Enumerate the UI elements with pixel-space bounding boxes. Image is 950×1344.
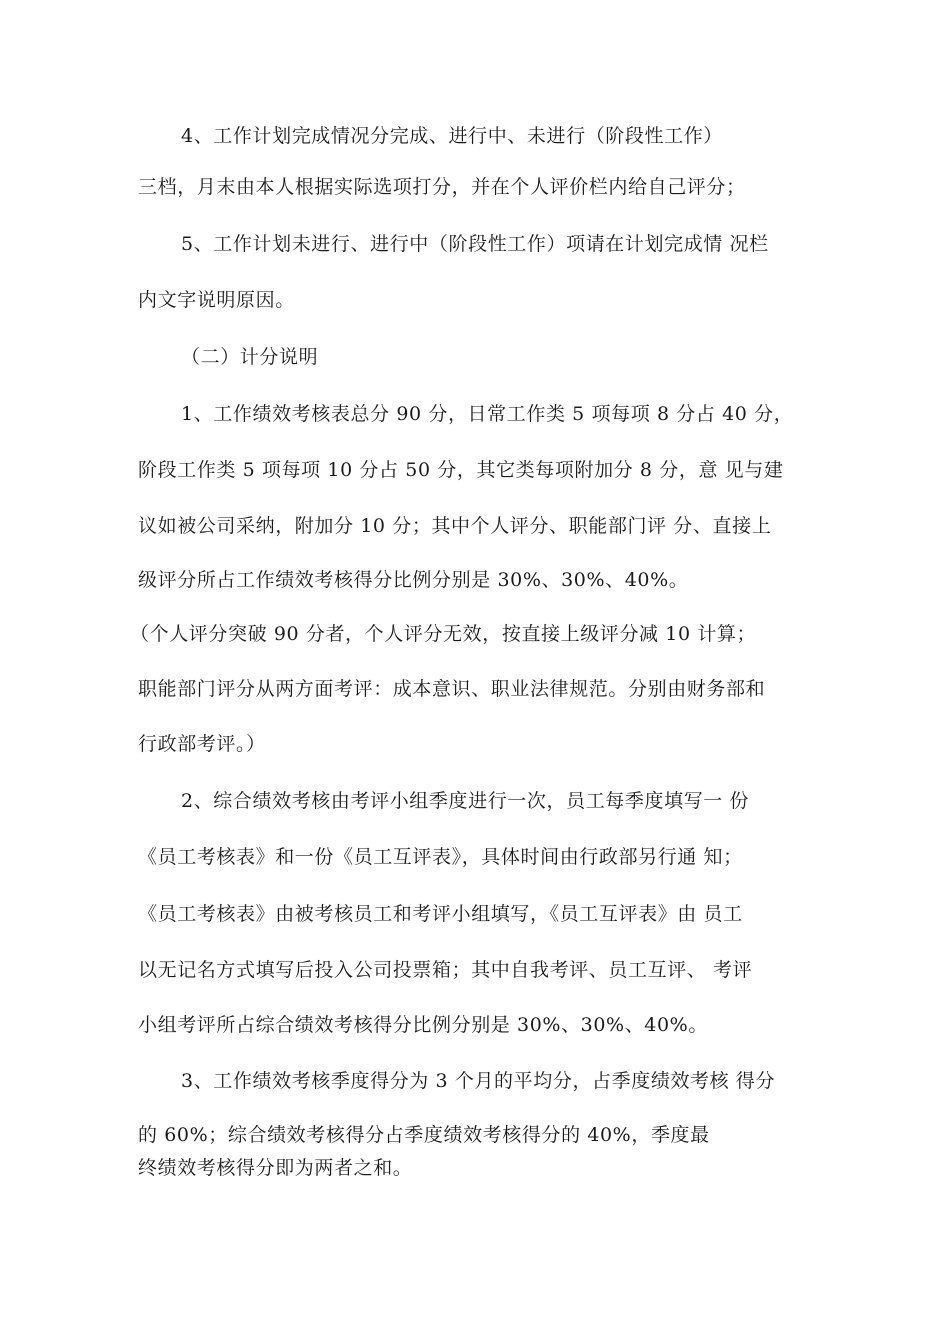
paragraph-line: 级评分所占工作绩效考核得分比例分别是 30%、30%、40%。 [138,569,689,591]
paragraph-line: 2、综合绩效考核由考评小组季度进行一次，员工每季度填写一 份 [181,790,750,812]
paragraph-line: 三档，月末由本人根据实际选项打分，并在个人评价栏内给自己评分； [138,176,746,198]
paragraph-line: 议如被公司采纳，附加分 10 分；其中个人评分、职能部门评 分、直接上 [138,515,772,537]
paragraph-line: 阶段工作类 5 项每项 10 分占 50 分，其它类每项附加分 8 分，意 见与建 [138,459,784,481]
paragraph-line: 3、工作绩效考核季度得分为 3 个月的平均分，占季度绩效考核 得分 [181,1070,776,1092]
paragraph-line: 《员工考核表》由被考核员工和考评小组填写，《员工互评表》由 员工 [138,903,743,925]
paragraph-line: 终绩效考核得分即为两者之和。 [138,1157,413,1179]
paragraph-line: 《员工考核表》和一份《员工互评表》，具体时间由行政部另行通 知； [138,846,743,868]
paragraph-line: 职能部门评分从两方面考评：成本意识、职业法律规范。分别由财务部和 [138,678,766,700]
paragraph-line: 1、工作绩效考核表总分 90 分，日常工作类 5 项每项 8 分占 40 分， [181,403,794,425]
paragraph-line: 行政部考评。） [138,733,266,755]
paragraph-line: 5、工作计划未进行、进行中（阶段性工作）项请在计划完成情 况栏 [181,233,769,255]
paragraph-line: 以无记名方式填写后投入公司投票箱；其中自我考评、员工互评、 考评 [138,959,753,981]
paragraph-line: 的 60%；综合绩效考核得分占季度绩效考核得分的 40%，季度最 [138,1124,710,1146]
paragraph-line: 4、工作计划完成情况分完成、进行中、未进行（阶段性工作） [181,125,723,147]
paragraph-line: 小组考评所占综合绩效考核得分比例分别是 30%、30%、40%。 [138,1014,708,1036]
section-heading: （二）计分说明 [181,346,319,368]
paragraph-line: 内文字说明原因。 [138,289,295,311]
paragraph-line: （个人评分突破 90 分者，个人评分无效，按直接上级评分减 10 计算； [130,623,757,645]
